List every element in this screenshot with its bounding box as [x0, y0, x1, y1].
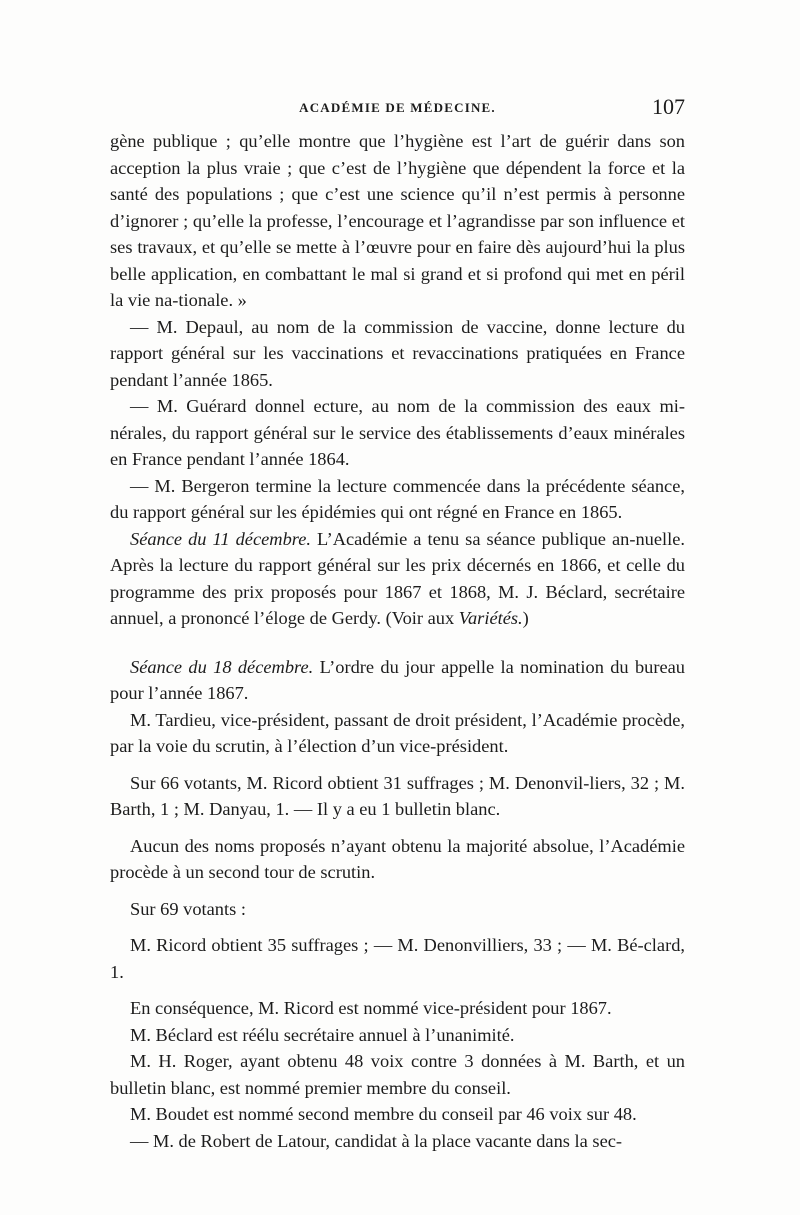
paragraph-ricord-elected: En conséquence, M. Ricord est nommé vice-président pour 1867.: [130, 998, 612, 1018]
paragraph-no-majority: Aucun des noms proposés n’ayant obtenu la majorité absolue, l’Académie procède à un second tour de scrutin.: [110, 835, 685, 882]
closing-paren: ): [522, 608, 529, 628]
paragraph-depaul-vaccine: — M. Depaul, au nom de la commission de vaccine, donne lecture du rapport général sur les vaccinations et revaccinations pratiquées en France pendant l’année 1865.: [110, 316, 685, 390]
paragraph-second-ballot-votants: Sur 69 votants :: [130, 898, 246, 919]
session-text: L’ordre du jour appelle la nomination du bureau pour l’année 1867.: [110, 656, 685, 703]
page-body: [110, 128, 685, 1154]
page-header: [110, 92, 685, 122]
session-date-label: Séance du 11 décembre.: [130, 528, 311, 549]
paragraph-hygiene-conclusion: gène publique ; qu’elle montre que l’hygiène est l’art de guérir dans son acception la plus vraie ; que c’est de l’hygiène que dépendent la force et la santé des populations ; que c’est une science qu’il n’est permis à personne d’ignorer ; qu’elle la professe, l’encourage et l’agrandisse par son influence et ses travaux, et qu’elle se mette à l’œuvre pour en faire dès aujourd’hui la plus belle application, en combattant le mal si grand et si profond qui met en péril la vie na-tionale. »: [110, 131, 685, 310]
paragraph-guerard-mineral-waters: — M. Guérard donnel ecture, au nom de la commission des eaux mi-nérales, du rapport général sur le service des établissements d’eaux minérales en France pendant l’année 1864.: [110, 396, 685, 469]
paragraph-robert-de-latour: — M. de Robert de Latour, candidat à la place vacante dans la sec-: [130, 1130, 623, 1151]
page-number: 107: [652, 94, 685, 119]
paragraph-seance-18-decembre: [110, 654, 685, 707]
paragraph-boudet-council: M. Boudet est nommé second membre du conseil par 46 voix sur 48.: [130, 1104, 637, 1124]
varietes-reference: Variétés.: [458, 608, 523, 628]
paragraph-seance-11-decembre: [110, 526, 685, 632]
paragraph-roger-council: M. H. Roger, ayant obtenu 48 voix contre 3 données à M. Barth, et un bulletin blanc, est nommé premier membre du conseil.: [110, 1051, 685, 1098]
running-head: ACADÉMIE DE MÉDECINE.: [299, 100, 496, 115]
session-date-label: Séance du 18 décembre.: [130, 656, 314, 677]
session-text: L’Académie a tenu sa séance publique an-nuelle. Après la lecture du rapport général sur les prix décernés en 1866, et celle du programme des prix proposés pour 1867 et 1868, M. J. Béclard, secrétaire annuel, a prononcé l’éloge de Gerdy. (Voir aux: [110, 528, 685, 628]
paragraph-second-ballot-results: M. Ricord obtient 35 suffrages ; — M. Denonvilliers, 33 ; — M. Bé-clard, 1.: [110, 935, 685, 982]
paragraph-first-ballot: Sur 66 votants, M. Ricord obtient 31 suffrages ; M. Denonvil-liers, 32 ; M. Barth, 1 ; M. Danyau, 1. — Il y a eu 1 bulletin blanc.: [110, 772, 685, 819]
paragraph-bergeron-epidemics: — M. Bergeron termine la lecture commencée dans la précédente séance, du rapport général sur les épidémies qui ont régné en France en 1865.: [110, 475, 685, 522]
paragraph-tardieu: M. Tardieu, vice-président, passant de droit président, l’Académie procède, par la voie du scrutin, à l’élection d’un vice-président.: [110, 709, 685, 756]
paragraph-beclard-reelected: M. Béclard est réélu secrétaire annuel à l’unanimité.: [130, 1024, 515, 1045]
